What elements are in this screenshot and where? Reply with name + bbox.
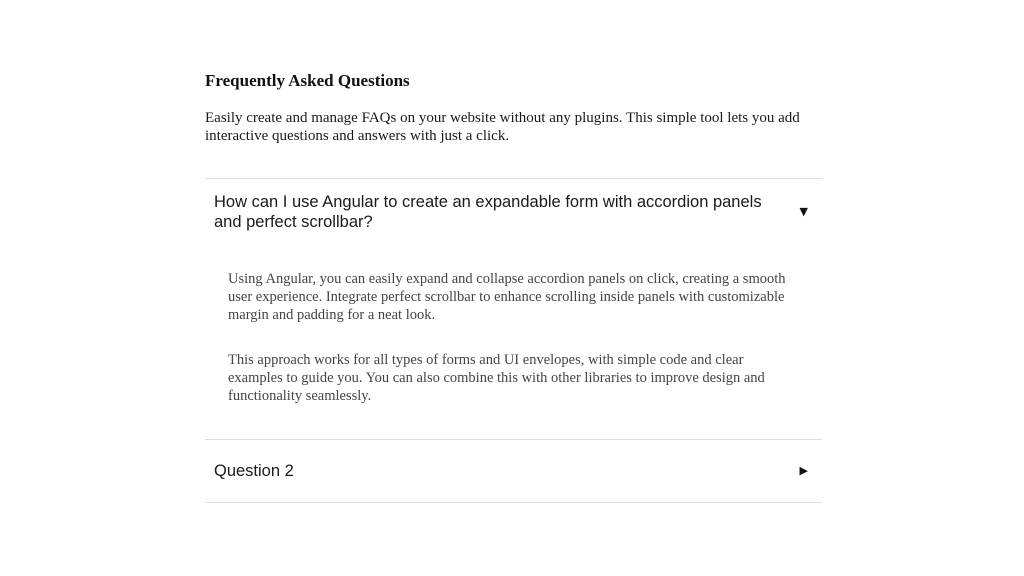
answer-paragraph: Using Angular, you can easily expand and collapse accordion panels on click, creating a smooth user experience. Integrate perfect scrollbar to enhance scrolling inside panels with customizable margin and padding for a neat look. [228, 271, 786, 323]
caret-down-icon[interactable]: ▼ [799, 204, 808, 218]
accordion-item-2 [205, 439, 822, 503]
accordion-header-1[interactable] [205, 179, 822, 232]
caret-right-icon[interactable]: ▶ [799, 463, 808, 477]
faq-page [205, 70, 822, 503]
faq-intro-text: Easily create and manage FAQs on your website without any plugins. This simple tool lets you add interactive questions and answers with just a click. [205, 110, 800, 144]
question-text: How can I use Angular to create an expandable form with accordion panels and perfect scrollbar? [214, 193, 762, 231]
faq-accordion [205, 178, 822, 503]
question-text: Question 2 [214, 462, 294, 480]
answer-paragraph: This approach works for all types of forms and UI envelopes, with simple code and clear examples to guide you. You can also combine this with other libraries to improve design and functionality seamlessly. [228, 352, 765, 404]
accordion-panel-1 [205, 232, 822, 439]
page-title: Frequently Asked Questions [205, 71, 410, 90]
accordion-item-1 [205, 178, 822, 439]
accordion-header-2[interactable] [205, 440, 822, 502]
